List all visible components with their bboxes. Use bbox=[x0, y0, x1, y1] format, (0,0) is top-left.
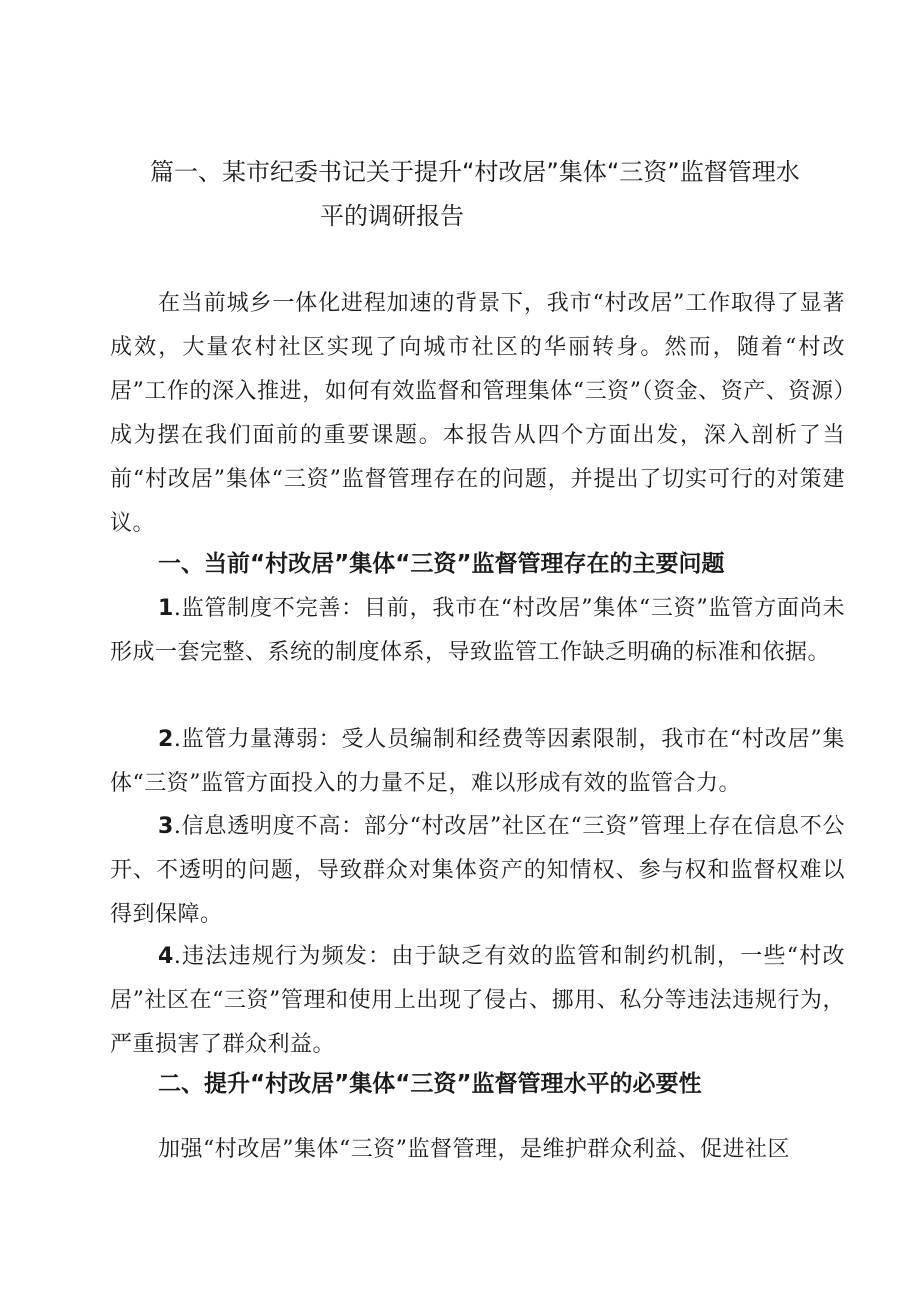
section-2-paragraph: 加强“村改居”集体“三资”监督管理，是维护群众利益、促进社区 bbox=[158, 1137, 790, 1162]
item-text: .监管制度不完善：目前，我市在“村改居”集体“三资”监管方面尚未形成一套完整、系统的制度体系，导致监管工作缺乏明确的标准和依据。 bbox=[110, 596, 845, 665]
item-text: .信息透明度不高：部分“村改居”社区在“三资”管理上存在信息不公开、不透明的问题，导致群众对集体资产的知情权、参与权和监督权难以得到保障。 bbox=[110, 814, 845, 927]
item-number: 4 bbox=[158, 944, 174, 969]
item-number: 1 bbox=[158, 596, 174, 621]
item-text: .监管力量薄弱：受人员编制和经费等因素限制，我市在“村改居”集体“三资”监管方面投入的力量不足，难以形成有效的监管合力。 bbox=[110, 727, 845, 796]
item-number: 3 bbox=[158, 814, 174, 839]
section-2-heading: 二、提升“村改居”集体“三资”监督管理水平的必要性 bbox=[158, 1071, 702, 1097]
document-title bbox=[150, 150, 850, 238]
item-number: 2 bbox=[158, 727, 174, 752]
item-text: .违法违规行为频发：由于缺乏有效的监管和制约机制，一些“村改居”社区在“三资”管理和使用上出现了侵占、挪用、私分等违法违规行为，严重损害了群众利益。 bbox=[110, 944, 845, 1057]
intro-paragraph: 在当前城乡一体化进程加速的背景下，我市“村改居”工作取得了显著成效，大量农村社区实现了向城市社区的华丽转身。然而，随着“村改居”工作的深入推进，如何有效监督和管理集体“三资”（资金、资产、资源）成为摆在我们面前的重要课题。本报告从四个方面出发，深入剖析了当前“村改居”集体“三资”监督管理存在的问题，并提出了切实可行的对策建议。 bbox=[110, 291, 845, 536]
problem-item-4 bbox=[110, 935, 845, 1067]
problem-item-3 bbox=[110, 805, 845, 937]
title-line-1: 篇一、某市纪委书记关于提升“村改居”集体“三资”监督管理水 bbox=[150, 158, 800, 186]
section-1-heading: 一、当前“村改居”集体“三资”监督管理存在的主要问题 bbox=[158, 551, 725, 577]
title-line-2: 平的调研报告 bbox=[320, 202, 464, 230]
problem-item-1 bbox=[110, 587, 845, 675]
problem-item-2 bbox=[110, 718, 845, 806]
